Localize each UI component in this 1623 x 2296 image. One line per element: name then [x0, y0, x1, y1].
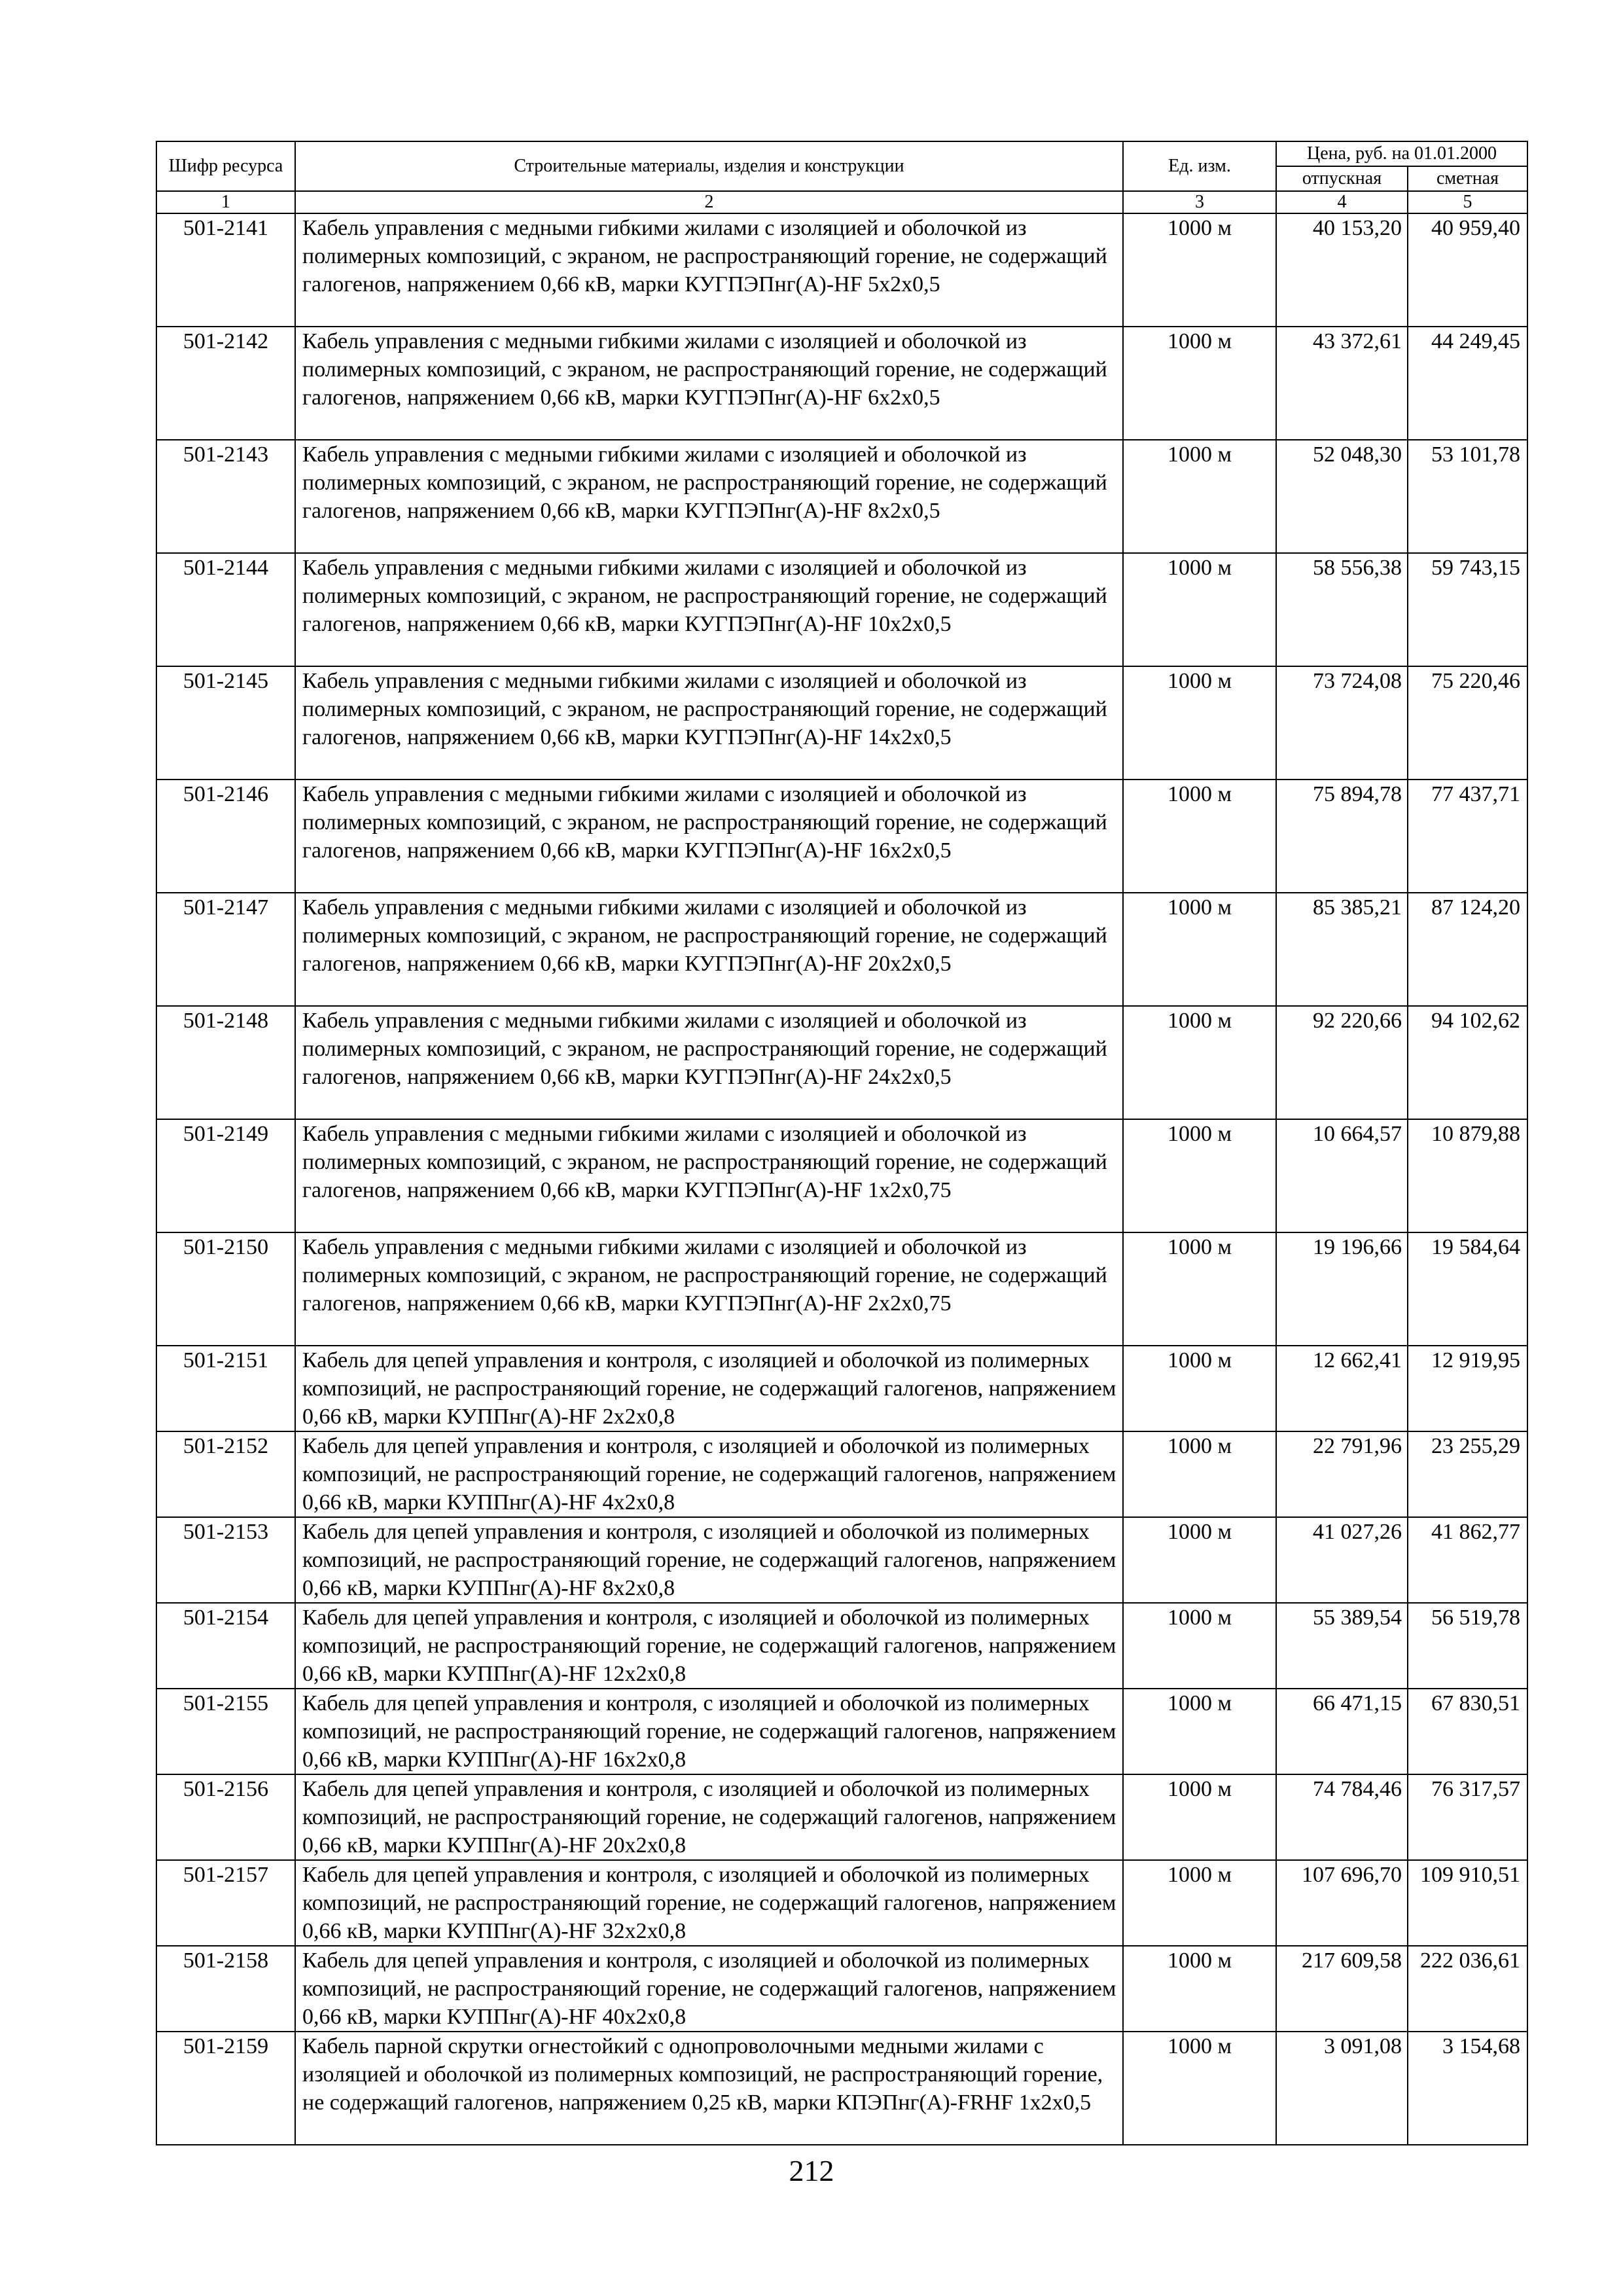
material-description: Кабель для цепей управления и контроля, с изоляцией и оболочкой из полимерных композиций, не распространяющий горение, не содержащий галогенов, напряжением 0,66 кВ, марки КУППнг(А)-HF 12х2х0,8 — [295, 1603, 1123, 1689]
table-row — [156, 1517, 1527, 1603]
material-description: Кабель управления с медными гибкими жилами с изоляцией и оболочкой из полимерных композиций, с экраном, не распространяющий горение, не содержащий галогенов, напряжением 0,66 кВ, марки КУГПЭПнг(А)-HF 6х2х0,5 — [295, 327, 1123, 440]
release-price: 22 791,96 — [1276, 1431, 1408, 1517]
unit-of-measure: 1000 м — [1123, 1119, 1276, 1232]
estimate-price: 23 255,29 — [1408, 1431, 1527, 1517]
material-description: Кабель управления с медными гибкими жилами с изоляцией и оболочкой из полимерных композиций, с экраном, не распространяющий горение, не содержащий галогенов, напряжением 0,66 кВ, марки КУГПЭПнг(А)-HF 1х2х0,75 — [295, 1119, 1123, 1232]
estimate-price: 109 910,51 — [1408, 1860, 1527, 1946]
table-row — [156, 1431, 1527, 1517]
resource-code: 501-2151 — [156, 1346, 295, 1431]
material-description: Кабель управления с медными гибкими жилами с изоляцией и оболочкой из полимерных композиций, с экраном, не распространяющий горение, не содержащий галогенов, напряжением 0,66 кВ, марки КУГПЭПнг(А)-HF 8х2х0,5 — [295, 440, 1123, 553]
resource-code: 501-2152 — [156, 1431, 295, 1517]
table-row — [156, 666, 1527, 780]
release-price: 55 389,54 — [1276, 1603, 1408, 1689]
estimate-price: 53 101,78 — [1408, 440, 1527, 553]
resource-code: 501-2156 — [156, 1774, 295, 1860]
estimate-price: 56 519,78 — [1408, 1603, 1527, 1689]
estimate-price: 40 959,40 — [1408, 213, 1527, 327]
estimate-price: 76 317,57 — [1408, 1774, 1527, 1860]
unit-of-measure: 1000 м — [1123, 1431, 1276, 1517]
estimate-price: 77 437,71 — [1408, 780, 1527, 893]
material-description: Кабель управления с медными гибкими жилами с изоляцией и оболочкой из полимерных композиций, с экраном, не распространяющий горение, не содержащий галогенов, напряжением 0,66 кВ, марки КУГПЭПнг(А)-HF 2х2х0,75 — [295, 1232, 1123, 1346]
release-price: 107 696,70 — [1276, 1860, 1408, 1946]
unit-of-measure: 1000 м — [1123, 440, 1276, 553]
table-row — [156, 1232, 1527, 1346]
release-price: 66 471,15 — [1276, 1689, 1408, 1774]
resource-code: 501-2141 — [156, 213, 295, 327]
unit-of-measure: 1000 м — [1123, 327, 1276, 440]
table-row — [156, 2032, 1527, 2145]
unit-of-measure: 1000 м — [1123, 1346, 1276, 1431]
estimate-price: 222 036,61 — [1408, 1946, 1527, 2032]
resource-code: 501-2150 — [156, 1232, 295, 1346]
release-price: 217 609,58 — [1276, 1946, 1408, 2032]
material-description: Кабель для цепей управления и контроля, с изоляцией и оболочкой из полимерных композиций, не распространяющий горение, не содержащий галогенов, напряжением 0,66 кВ, марки КУППнг(А)-HF 40х2х0,8 — [295, 1946, 1123, 2032]
unit-of-measure: 1000 м — [1123, 2032, 1276, 2145]
estimate-price: 59 743,15 — [1408, 553, 1527, 666]
unit-of-measure: 1000 м — [1123, 1006, 1276, 1119]
resource-code: 501-2158 — [156, 1946, 295, 2032]
release-price: 75 894,78 — [1276, 780, 1408, 893]
material-description: Кабель парной скрутки огнестойкий с однопроволочными медными жилами с изоляцией и оболочкой из полимерных композиций, не распространяющий горение, не содержащий галогенов, напряжением 0,25 кВ, марки КПЭПнг(А)-FRHF 1х2х0,5 — [295, 2032, 1123, 2145]
table-row — [156, 893, 1527, 1006]
material-description: Кабель управления с медными гибкими жилами с изоляцией и оболочкой из полимерных композиций, с экраном, не распространяющий горение, не содержащий галогенов, напряжением 0,66 кВ, марки КУГПЭПнг(А)-HF 14х2х0,5 — [295, 666, 1123, 780]
resource-code: 501-2159 — [156, 2032, 295, 2145]
release-price: 52 048,30 — [1276, 440, 1408, 553]
column-number: 2 — [295, 191, 1123, 213]
estimate-price: 19 584,64 — [1408, 1232, 1527, 1346]
estimate-price: 87 124,20 — [1408, 893, 1527, 1006]
page-number: 212 — [789, 2154, 834, 2187]
header-price: Цена, руб. на 01.01.2000 — [1276, 141, 1527, 166]
table-row — [156, 1119, 1527, 1232]
material-description: Кабель для цепей управления и контроля, с изоляцией и оболочкой из полимерных композиций, не распространяющий горение, не содержащий галогенов, напряжением 0,66 кВ, марки КУППнг(А)-HF 20х2х0,8 — [295, 1774, 1123, 1860]
material-description: Кабель управления с медными гибкими жилами с изоляцией и оболочкой из полимерных композиций, с экраном, не распространяющий горение, не содержащий галогенов, напряжением 0,66 кВ, марки КУГПЭПнг(А)-HF 5х2х0,5 — [295, 213, 1123, 327]
price-table — [156, 141, 1528, 2145]
unit-of-measure: 1000 м — [1123, 1232, 1276, 1346]
table-row — [156, 553, 1527, 666]
unit-of-measure: 1000 м — [1123, 1603, 1276, 1689]
release-price: 12 662,41 — [1276, 1346, 1408, 1431]
unit-of-measure: 1000 м — [1123, 1774, 1276, 1860]
material-description: Кабель управления с медными гибкими жилами с изоляцией и оболочкой из полимерных композиций, с экраном, не распространяющий горение, не содержащий галогенов, напряжением 0,66 кВ, марки КУГПЭПнг(А)-HF 16х2х0,5 — [295, 780, 1123, 893]
table-row — [156, 1860, 1527, 1946]
column-number: 3 — [1123, 191, 1276, 213]
price-table-container — [156, 141, 1527, 2145]
material-description: Кабель управления с медными гибкими жилами с изоляцией и оболочкой из полимерных композиций, с экраном, не распространяющий горение, не содержащий галогенов, напряжением 0,66 кВ, марки КУГПЭПнг(А)-HF 10х2х0,5 — [295, 553, 1123, 666]
column-number: 4 — [1276, 191, 1408, 213]
resource-code: 501-2144 — [156, 553, 295, 666]
unit-of-measure: 1000 м — [1123, 1946, 1276, 2032]
release-price: 58 556,38 — [1276, 553, 1408, 666]
resource-code: 501-2145 — [156, 666, 295, 780]
material-description: Кабель управления с медными гибкими жилами с изоляцией и оболочкой из полимерных композиций, с экраном, не распространяющий горение, не содержащий галогенов, напряжением 0,66 кВ, марки КУГПЭПнг(А)-HF 20х2х0,5 — [295, 893, 1123, 1006]
table-row — [156, 213, 1527, 327]
resource-code: 501-2142 — [156, 327, 295, 440]
resource-code: 501-2148 — [156, 1006, 295, 1119]
resource-code: 501-2157 — [156, 1860, 295, 1946]
table-row — [156, 1946, 1527, 2032]
unit-of-measure: 1000 м — [1123, 1689, 1276, 1774]
header-code: Шифр ресурса — [156, 141, 295, 191]
resource-code: 501-2155 — [156, 1689, 295, 1774]
unit-of-measure: 1000 м — [1123, 553, 1276, 666]
release-price: 73 724,08 — [1276, 666, 1408, 780]
estimate-price: 67 830,51 — [1408, 1689, 1527, 1774]
header-unit: Ед. изм. — [1123, 141, 1276, 191]
header-price-estimate: сметная — [1408, 166, 1527, 191]
release-price: 74 784,46 — [1276, 1774, 1408, 1860]
estimate-price: 44 249,45 — [1408, 327, 1527, 440]
material-description: Кабель для цепей управления и контроля, с изоляцией и оболочкой из полимерных композиций, не распространяющий горение, не содержащий галогенов, напряжением 0,66 кВ, марки КУППнг(А)-HF 32х2х0,8 — [295, 1860, 1123, 1946]
resource-code: 501-2143 — [156, 440, 295, 553]
table-header — [156, 141, 1527, 213]
table-row — [156, 1774, 1527, 1860]
column-number: 5 — [1408, 191, 1527, 213]
release-price: 85 385,21 — [1276, 893, 1408, 1006]
unit-of-measure: 1000 м — [1123, 893, 1276, 1006]
column-number-row — [156, 191, 1527, 213]
material-description: Кабель для цепей управления и контроля, с изоляцией и оболочкой из полимерных композиций, не распространяющий горение, не содержащий галогенов, напряжением 0,66 кВ, марки КУППнг(А)-HF 16х2х0,8 — [295, 1689, 1123, 1774]
unit-of-measure: 1000 м — [1123, 780, 1276, 893]
unit-of-measure: 1000 м — [1123, 1517, 1276, 1603]
release-price: 40 153,20 — [1276, 213, 1408, 327]
column-number: 1 — [156, 191, 295, 213]
table-row — [156, 1689, 1527, 1774]
estimate-price: 41 862,77 — [1408, 1517, 1527, 1603]
material-description: Кабель управления с медными гибкими жилами с изоляцией и оболочкой из полимерных композиций, с экраном, не распространяющий горение, не содержащий галогенов, напряжением 0,66 кВ, марки КУГПЭПнг(А)-HF 24х2х0,5 — [295, 1006, 1123, 1119]
table-row — [156, 780, 1527, 893]
release-price: 19 196,66 — [1276, 1232, 1408, 1346]
material-description: Кабель для цепей управления и контроля, с изоляцией и оболочкой из полимерных композиций, не распространяющий горение, не содержащий галогенов, напряжением 0,66 кВ, марки КУППнг(А)-HF 8х2х0,8 — [295, 1517, 1123, 1603]
header-price-release: отпускная — [1276, 166, 1408, 191]
table-row — [156, 327, 1527, 440]
release-price: 92 220,66 — [1276, 1006, 1408, 1119]
release-price: 3 091,08 — [1276, 2032, 1408, 2145]
resource-code: 501-2147 — [156, 893, 295, 1006]
release-price: 43 372,61 — [1276, 327, 1408, 440]
resource-code: 501-2154 — [156, 1603, 295, 1689]
header-materials: Строительные материалы, изделия и конструкции — [295, 141, 1123, 191]
release-price: 41 027,26 — [1276, 1517, 1408, 1603]
resource-code: 501-2149 — [156, 1119, 295, 1232]
release-price: 10 664,57 — [1276, 1119, 1408, 1232]
table-row — [156, 1006, 1527, 1119]
resource-code: 501-2153 — [156, 1517, 295, 1603]
estimate-price: 75 220,46 — [1408, 666, 1527, 780]
table-body — [156, 213, 1527, 2145]
estimate-price: 94 102,62 — [1408, 1006, 1527, 1119]
table-row — [156, 1603, 1527, 1689]
unit-of-measure: 1000 м — [1123, 1860, 1276, 1946]
estimate-price: 10 879,88 — [1408, 1119, 1527, 1232]
estimate-price: 3 154,68 — [1408, 2032, 1527, 2145]
table-row — [156, 1346, 1527, 1431]
material-description: Кабель для цепей управления и контроля, с изоляцией и оболочкой из полимерных композиций, не распространяющий горение, не содержащий галогенов, напряжением 0,66 кВ, марки КУППнг(А)-HF 4х2х0,8 — [295, 1431, 1123, 1517]
unit-of-measure: 1000 м — [1123, 213, 1276, 327]
resource-code: 501-2146 — [156, 780, 295, 893]
table-row — [156, 440, 1527, 553]
unit-of-measure: 1000 м — [1123, 666, 1276, 780]
estimate-price: 12 919,95 — [1408, 1346, 1527, 1431]
material-description: Кабель для цепей управления и контроля, с изоляцией и оболочкой из полимерных композиций, не распространяющий горение, не содержащий галогенов, напряжением 0,66 кВ, марки КУППнг(А)-HF 2х2х0,8 — [295, 1346, 1123, 1431]
